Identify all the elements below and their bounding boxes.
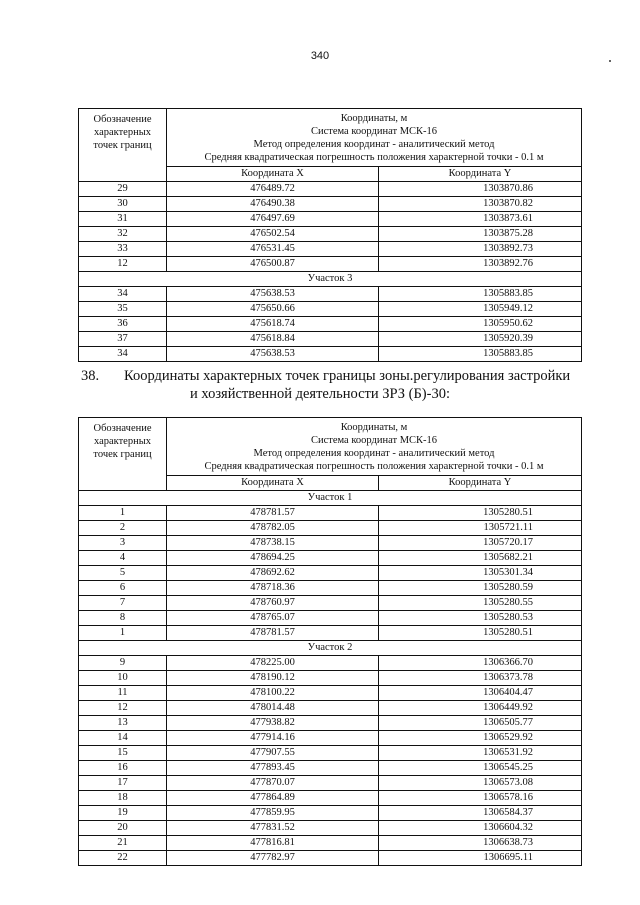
- table-row: [79, 776, 582, 791]
- coord-y: 1305280.55: [379, 596, 582, 611]
- section-row: [79, 272, 582, 287]
- coordinates-table-1: [78, 108, 582, 362]
- coord-x: 477907.55: [167, 746, 379, 761]
- coord-x: 477831.52: [167, 821, 379, 836]
- designation-header: Обозначение характерных точек границ: [79, 109, 167, 182]
- coord-x: 477893.45: [167, 761, 379, 776]
- point-id: 18: [79, 791, 167, 806]
- coord-y: 1305883.85: [379, 347, 582, 362]
- coords-accuracy: Средняя квадратическая погрешность положения характерной точки - 0.1 м: [204, 461, 544, 472]
- table-row: [79, 581, 582, 596]
- coord-x: 475650.66: [167, 302, 379, 317]
- table-row: [79, 302, 582, 317]
- point-id: 11: [79, 686, 167, 701]
- table-row: [79, 746, 582, 761]
- coord-x: 475638.53: [167, 347, 379, 362]
- coord-y: 1305949.12: [379, 302, 582, 317]
- point-id: 2: [79, 521, 167, 536]
- coord-y: 1303870.86: [379, 182, 582, 197]
- table-row: [79, 506, 582, 521]
- point-id: 21: [79, 836, 167, 851]
- table-row: [79, 212, 582, 227]
- coord-x: 478760.97: [167, 596, 379, 611]
- table-1-body: [79, 182, 582, 362]
- section-row: [79, 641, 582, 656]
- table-row: [79, 242, 582, 257]
- point-id: 8: [79, 611, 167, 626]
- table-row: [79, 716, 582, 731]
- coord-y: 1306449.92: [379, 701, 582, 716]
- coord-y: 1306604.32: [379, 821, 582, 836]
- coord-y: 1306531.92: [379, 746, 582, 761]
- table-row: [79, 701, 582, 716]
- coords-method: Метод определения координат - аналитический метод: [253, 139, 495, 150]
- point-id: 34: [79, 287, 167, 302]
- coord-y: 1305920.39: [379, 332, 582, 347]
- point-id: 1: [79, 626, 167, 641]
- table-row: [79, 332, 582, 347]
- coordinates-header: [167, 418, 582, 476]
- table-row: [79, 611, 582, 626]
- coord-x: 476500.87: [167, 257, 379, 272]
- point-id: 19: [79, 806, 167, 821]
- coord-y: 1306529.92: [379, 731, 582, 746]
- coord-y: 1305721.11: [379, 521, 582, 536]
- table-row: [79, 551, 582, 566]
- coord-x: 476497.69: [167, 212, 379, 227]
- point-id: 29: [79, 182, 167, 197]
- column-y-header: Координата Y: [379, 476, 582, 491]
- coord-x: 477782.97: [167, 851, 379, 866]
- coord-y: 1306545.25: [379, 761, 582, 776]
- coord-x: 478782.05: [167, 521, 379, 536]
- coord-y: 1306505.77: [379, 716, 582, 731]
- page-number: 340: [310, 50, 330, 62]
- table-row: [79, 821, 582, 836]
- coord-x: 478765.07: [167, 611, 379, 626]
- coord-x: 476502.54: [167, 227, 379, 242]
- table-row: [79, 626, 582, 641]
- coord-y: 1306638.73: [379, 836, 582, 851]
- coord-x: 477816.81: [167, 836, 379, 851]
- coord-x: 478014.48: [167, 701, 379, 716]
- section-label: Участок 2: [79, 641, 582, 656]
- coord-y: 1305950.62: [379, 317, 582, 332]
- coord-y: 1305682.21: [379, 551, 582, 566]
- coord-x: 477859.95: [167, 806, 379, 821]
- coords-method: Метод определения координат - аналитический метод: [253, 448, 495, 459]
- point-id: 17: [79, 776, 167, 791]
- column-y-header: Координата Y: [379, 167, 582, 182]
- coord-x: 478738.15: [167, 536, 379, 551]
- table-2-header: [79, 418, 582, 491]
- coord-x: 476531.45: [167, 242, 379, 257]
- table-row: [79, 656, 582, 671]
- column-x-header: Координата X: [167, 476, 379, 491]
- coord-x: 476490.38: [167, 197, 379, 212]
- point-id: 12: [79, 257, 167, 272]
- table-row: [79, 836, 582, 851]
- coord-x: 476489.72: [167, 182, 379, 197]
- point-id: 32: [79, 227, 167, 242]
- point-id: 6: [79, 581, 167, 596]
- table-row: [79, 227, 582, 242]
- coord-y: 1305301.34: [379, 566, 582, 581]
- table-row: [79, 197, 582, 212]
- coord-y: 1306584.37: [379, 806, 582, 821]
- table-row: [79, 806, 582, 821]
- point-id: 5: [79, 566, 167, 581]
- table-row: [79, 257, 582, 272]
- point-id: 30: [79, 197, 167, 212]
- coord-y: 1303873.61: [379, 212, 582, 227]
- section-label: Участок 1: [79, 491, 582, 506]
- coord-y: 1306366.70: [379, 656, 582, 671]
- point-id: 10: [79, 671, 167, 686]
- coord-y: 1305280.51: [379, 506, 582, 521]
- coord-y: 1305883.85: [379, 287, 582, 302]
- coord-x: 477938.82: [167, 716, 379, 731]
- heading-number: 38.: [81, 368, 100, 384]
- coordinates-table-2: [78, 417, 582, 866]
- coord-y: 1306573.08: [379, 776, 582, 791]
- heading-line-2: и хозяйственной деятельности ЗРЗ (Б)-30:: [190, 386, 450, 402]
- coord-x: 475638.53: [167, 287, 379, 302]
- point-id: 31: [79, 212, 167, 227]
- column-x-header: Координата X: [167, 167, 379, 182]
- coord-x: 475618.84: [167, 332, 379, 347]
- coord-y: 1306578.16: [379, 791, 582, 806]
- point-id: 14: [79, 731, 167, 746]
- coord-y: 1305280.51: [379, 626, 582, 641]
- point-id: 16: [79, 761, 167, 776]
- coord-y: 1303892.73: [379, 242, 582, 257]
- coord-x: 478718.36: [167, 581, 379, 596]
- coord-y: 1303875.28: [379, 227, 582, 242]
- coords-title: Координаты, м: [340, 113, 408, 124]
- coord-x: 478692.62: [167, 566, 379, 581]
- table-1-header: [79, 109, 582, 182]
- section-label: Участок 3: [79, 272, 582, 287]
- point-id: 36: [79, 317, 167, 332]
- table-row: [79, 671, 582, 686]
- coord-x: 477864.89: [167, 791, 379, 806]
- coords-system: Система координат МСК-16: [310, 435, 438, 446]
- table-row: [79, 182, 582, 197]
- table-row: [79, 731, 582, 746]
- coord-y: 1303892.76: [379, 257, 582, 272]
- coord-x: 478100.22: [167, 686, 379, 701]
- scan-dot: [609, 60, 611, 62]
- heading-line-1: Координаты характерных точек границы зоны.регулирования застройки: [124, 368, 571, 384]
- coords-accuracy: Средняя квадратическая погрешность положения характерной точки - 0.1 м: [204, 152, 544, 163]
- table-row: [79, 347, 582, 362]
- point-id: 22: [79, 851, 167, 866]
- point-id: 4: [79, 551, 167, 566]
- coords-system: Система координат МСК-16: [310, 126, 438, 137]
- table-row: [79, 521, 582, 536]
- point-id: 33: [79, 242, 167, 257]
- point-id: 20: [79, 821, 167, 836]
- coord-y: 1305720.17: [379, 536, 582, 551]
- point-id: 12: [79, 701, 167, 716]
- point-id: 34: [79, 347, 167, 362]
- designation-header: Обозначение характерных точек границ: [79, 418, 167, 491]
- coord-x: 478694.25: [167, 551, 379, 566]
- table-row: [79, 761, 582, 776]
- coord-x: 478225.00: [167, 656, 379, 671]
- coord-y: 1305280.59: [379, 581, 582, 596]
- coordinates-header: [167, 109, 582, 167]
- table-row: [79, 791, 582, 806]
- coord-y: 1305280.53: [379, 611, 582, 626]
- coord-x: 477870.07: [167, 776, 379, 791]
- point-id: 1: [79, 506, 167, 521]
- point-id: 35: [79, 302, 167, 317]
- point-id: 7: [79, 596, 167, 611]
- coord-y: 1303870.82: [379, 197, 582, 212]
- coord-x: 478781.57: [167, 506, 379, 521]
- table-row: [79, 596, 582, 611]
- point-id: 3: [79, 536, 167, 551]
- coord-y: 1306404.47: [379, 686, 582, 701]
- table-row: [79, 287, 582, 302]
- point-id: 15: [79, 746, 167, 761]
- table-row: [79, 317, 582, 332]
- coords-title: Координаты, м: [340, 422, 408, 433]
- section-row: [79, 491, 582, 506]
- coord-y: 1306373.78: [379, 671, 582, 686]
- coord-x: 478190.12: [167, 671, 379, 686]
- point-id: 37: [79, 332, 167, 347]
- coord-y: 1306695.11: [379, 851, 582, 866]
- point-id: 13: [79, 716, 167, 731]
- point-id: 9: [79, 656, 167, 671]
- table-2-body: [79, 491, 582, 866]
- table-row: [79, 566, 582, 581]
- table-row: [79, 851, 582, 866]
- table-row: [79, 536, 582, 551]
- coord-x: 478781.57: [167, 626, 379, 641]
- table-row: [79, 686, 582, 701]
- coord-x: 475618.74: [167, 317, 379, 332]
- coord-x: 477914.16: [167, 731, 379, 746]
